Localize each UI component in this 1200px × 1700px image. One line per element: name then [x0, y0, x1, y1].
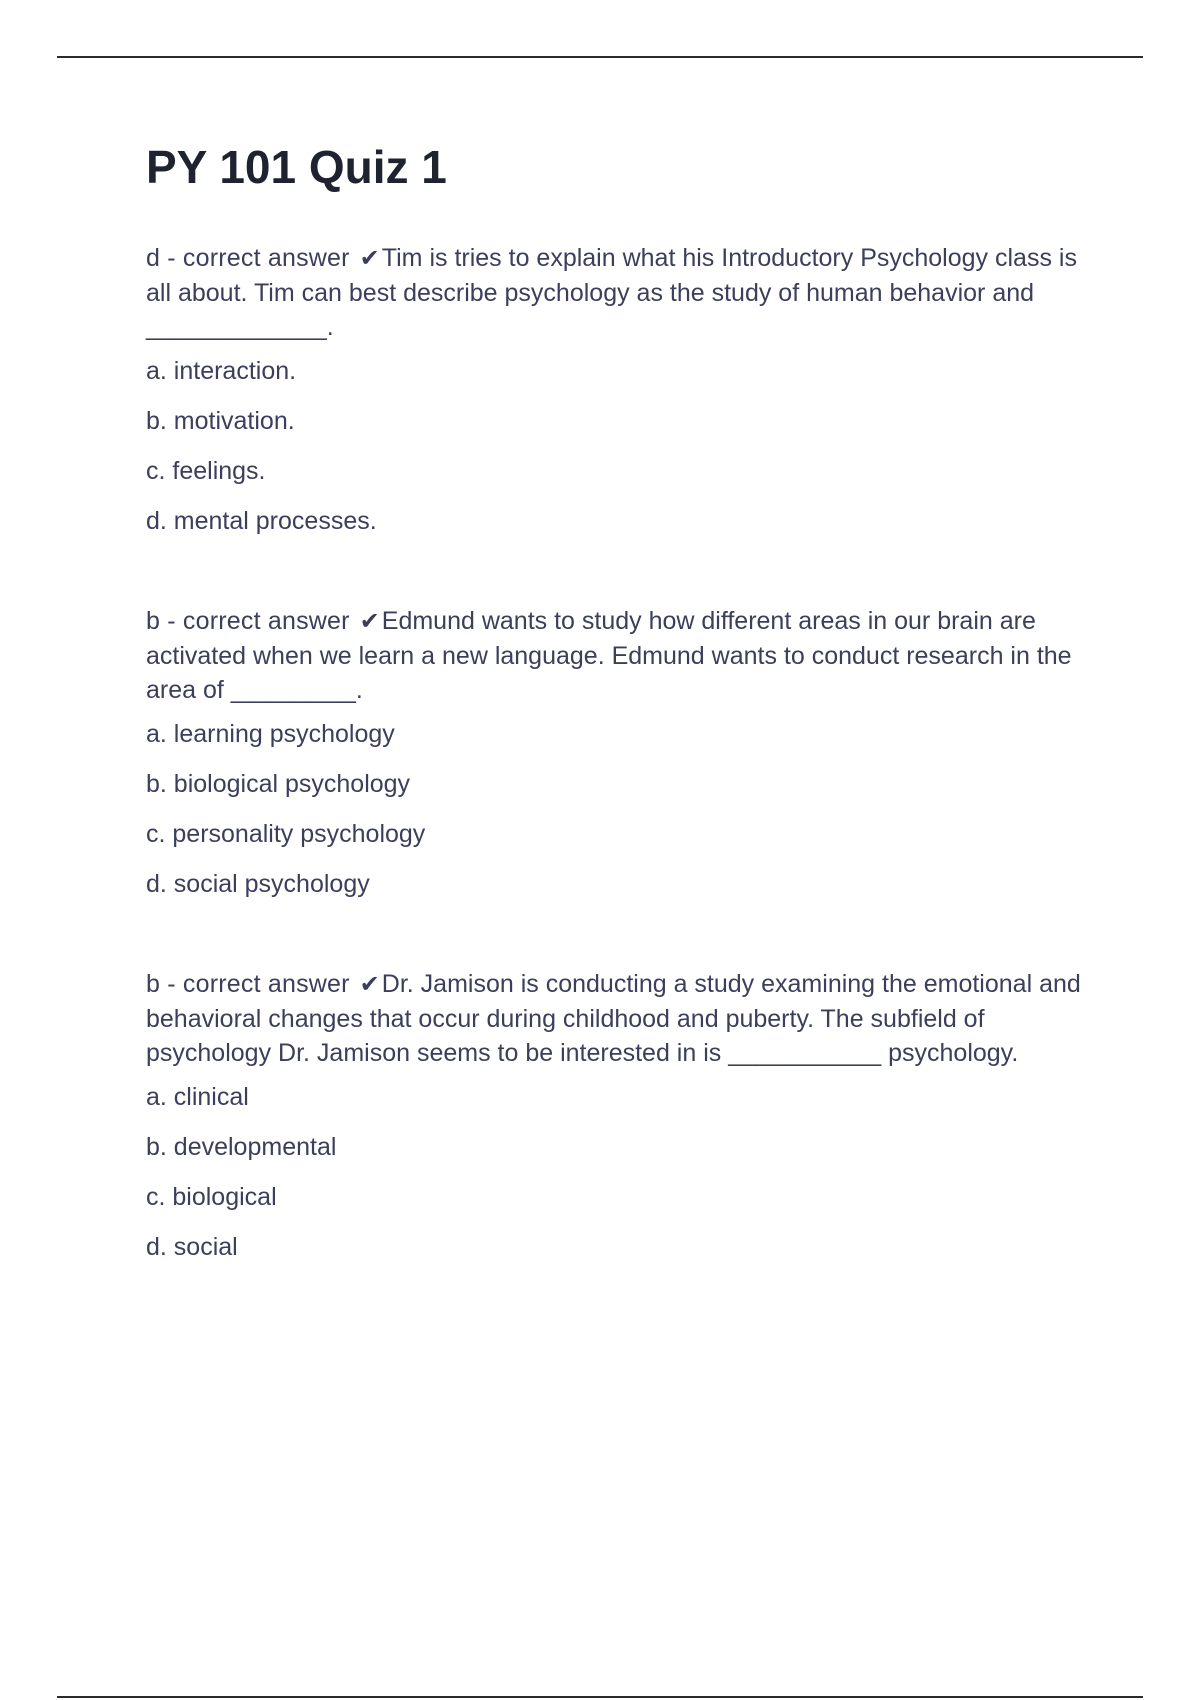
answer-key: d - correct answer: [146, 244, 350, 273]
option-c: c. biological: [146, 1183, 277, 1212]
bottom-rule: [57, 1696, 1143, 1698]
option-b: b. biological psychology: [146, 770, 411, 799]
option-d: d. social: [146, 1233, 238, 1262]
question-3: [146, 967, 1086, 1264]
check-icon: ✔: [359, 608, 380, 636]
question-stem: [146, 967, 1086, 1070]
question-text: Dr. Jamison is conducting a study examining the emotional and behavioral changes that occur during childhood and puberty. The subfield of psychology Dr. Jamison seems to be interested in is ___________ psychology.: [146, 970, 1081, 1068]
option-d: d. social psychology: [146, 870, 370, 899]
question-1: [146, 241, 1086, 538]
option-d: d. mental processes.: [146, 507, 377, 536]
document-body: [146, 140, 1086, 1330]
top-rule: [57, 56, 1143, 58]
check-icon: ✔: [359, 245, 380, 273]
question-stem: [146, 241, 1086, 344]
option-c: c. feelings.: [146, 457, 266, 486]
question-text: Tim is tries to explain what his Introductory Psychology class is all about. Tim can best describe psychology as the study of human behavior and _____________.: [146, 244, 1077, 342]
question-2: [146, 604, 1086, 901]
option-a: a. learning psychology: [146, 720, 395, 749]
check-icon: ✔: [359, 971, 380, 999]
option-a: a. interaction.: [146, 357, 297, 386]
question-stem: [146, 604, 1086, 707]
option-b: b. motivation.: [146, 407, 295, 436]
option-c: c. personality psychology: [146, 820, 426, 849]
question-text: Edmund wants to study how different areas in our brain are activated when we learn a new language. Edmund wants to conduct research in the area of _________.: [146, 607, 1072, 705]
answer-key: b - correct answer: [146, 970, 350, 999]
option-b: b. developmental: [146, 1133, 337, 1162]
option-a: a. clinical: [146, 1083, 249, 1112]
page-title: PY 101 Quiz 1: [146, 141, 447, 193]
answer-key: b - correct answer: [146, 607, 350, 636]
